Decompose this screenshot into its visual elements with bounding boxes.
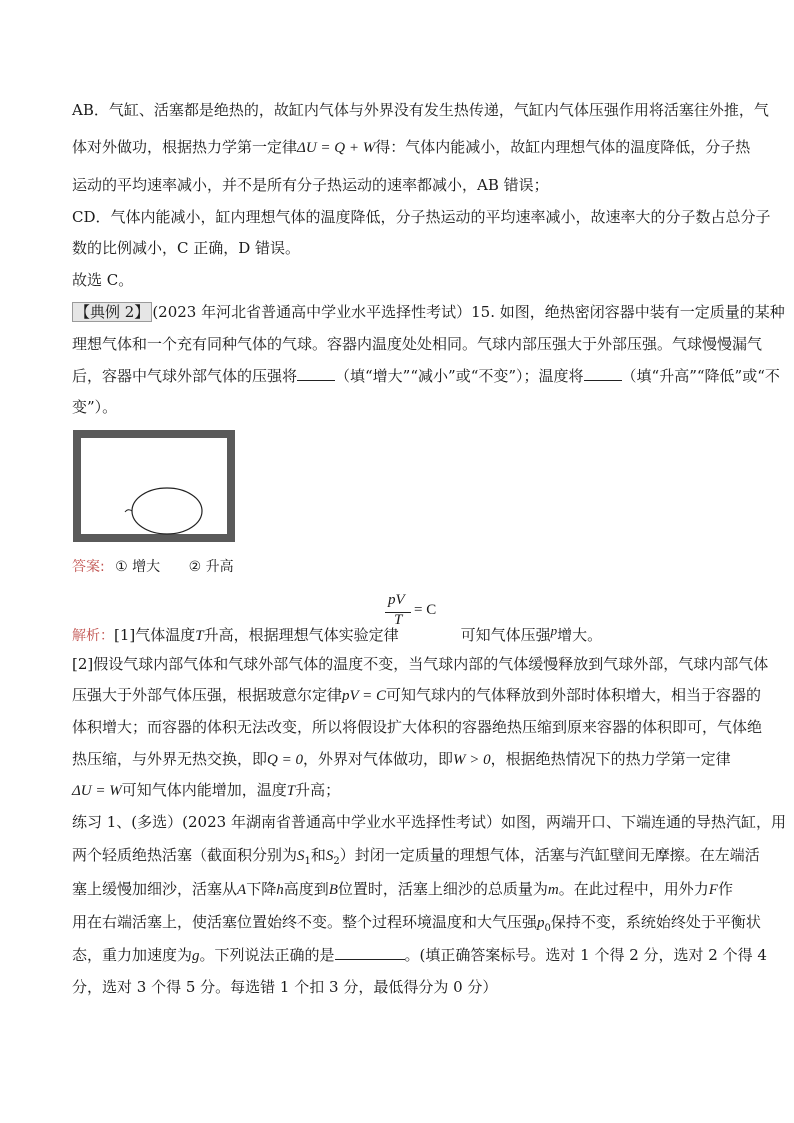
- text-line: 两个轻质绝热活塞（截面积分别为$S_1$和$S_2$）封闭一定质量的理想气体，活塞与汽缸壁间无摩擦。在左端活: [72, 846, 760, 867]
- answer-line: 答案: ① 增大 ② 升高: [72, 559, 234, 575]
- answer-blank: [335, 945, 405, 960]
- container-figure: [73, 430, 235, 542]
- equation: ΔU = Q + W: [297, 140, 376, 156]
- text-line: 数的比例减小，C 正确，D 错误。: [72, 239, 301, 257]
- text-line: 变”）。: [72, 398, 118, 416]
- fraction-equals: = C: [414, 602, 437, 618]
- text-line: 运动的平均速率减小，并不是所有分子热运动的速率都减小，AB 错误；: [72, 176, 549, 194]
- fraction-numerator: pV: [388, 592, 405, 608]
- analysis-label: 解析：: [72, 628, 114, 644]
- text-line: 练习 1、(多选）(2023 年湖南省普通高中学业水平选择性考试）如图，两端开口、下端连通的导热汽缸，用: [72, 813, 786, 831]
- text-line: 热压缩，与外界无热交换，即Q = 0，外界对气体做功，即W > 0，根据绝热情况下的热力学第一定律: [72, 750, 731, 768]
- text-line: 故选 C。: [72, 271, 134, 289]
- text-line: CD．气体内能减小，缸内理想气体的温度降低，分子热运动的平均速率减小，故速率大的分子数占总分子: [72, 208, 771, 226]
- fraction-denominator: T: [394, 612, 403, 628]
- balloon: [132, 488, 202, 534]
- answer-blank: [297, 366, 335, 381]
- text-line: 塞上缓慢加细沙，活塞从A下降h高度到B位置时，活塞上细沙的总质量为m。在此过程中，用外力F作: [72, 880, 733, 898]
- text-line: 分，选对 3 个得 5 分。每选错 1 个扣 3 分，最低得分为 0 分）: [72, 978, 498, 996]
- text-line: ΔU = W可知气体内能增加，温度T升高；: [72, 781, 341, 799]
- text-line: 后，容器中气球外部气体的压强将 （填“增大”“减小”或“不变”）；温度将 （填“升高”“降低”或“不: [72, 367, 780, 385]
- text-line: [2]假设气球内部气体和气球外部气体的温度不变，当气球内部的气体缓慢释放到气球外部，气球内部气体: [72, 655, 769, 673]
- example-tag: 【典例 2】: [72, 302, 152, 322]
- answer-label: 答案:: [72, 559, 105, 575]
- example-heading: 【典例 2】 (2023 年河北省普通高中学业水平选择性考试）15. 如图，绝热密闭容器中装有一定质量的某种: [72, 302, 785, 322]
- text-line: 态，重力加速度为g。下列说法正确的是 。(填正确答案标号。选对 1 个得 2 分，选对 2 个得 4: [72, 946, 767, 964]
- text-line: 体积增大；而容器的体积无法改变，所以将假设扩大体积的容器绝热压缩到原来容器的体积即可，气体绝: [72, 718, 763, 736]
- answer-blank: [584, 366, 622, 381]
- text-line: 理想气体和一个充有同种气体的气球。容器内温度处处相同。气球内部压强大于外部压强。气球慢慢漏气: [72, 335, 763, 353]
- text-line: 压强大于外部气体压强，根据玻意尔定律pV = C可知气球内的气体释放到外部时体积增大，相当于容器的: [72, 686, 762, 704]
- text-line: 体对外做功，根据热力学第一定律ΔU = Q + W得：气体内能减小，故缸内理想气体的温度降低，分子热: [72, 138, 751, 156]
- text-line: 用在右端活塞上，使活塞位置始终不变。整个过程环境温度和大气压强$p_0$保持不变，系统始终处于平衡状: [72, 913, 761, 934]
- text-line: 解析：[1]气体温度T升高，根据理想气体实验定律 可知气体压强p增大。: [72, 623, 603, 644]
- text-line: AB．气缸、活塞都是绝热的，故缸内气体与外界没有发生热传递，气缸内气体压强作用将活塞往外推，气: [72, 101, 769, 119]
